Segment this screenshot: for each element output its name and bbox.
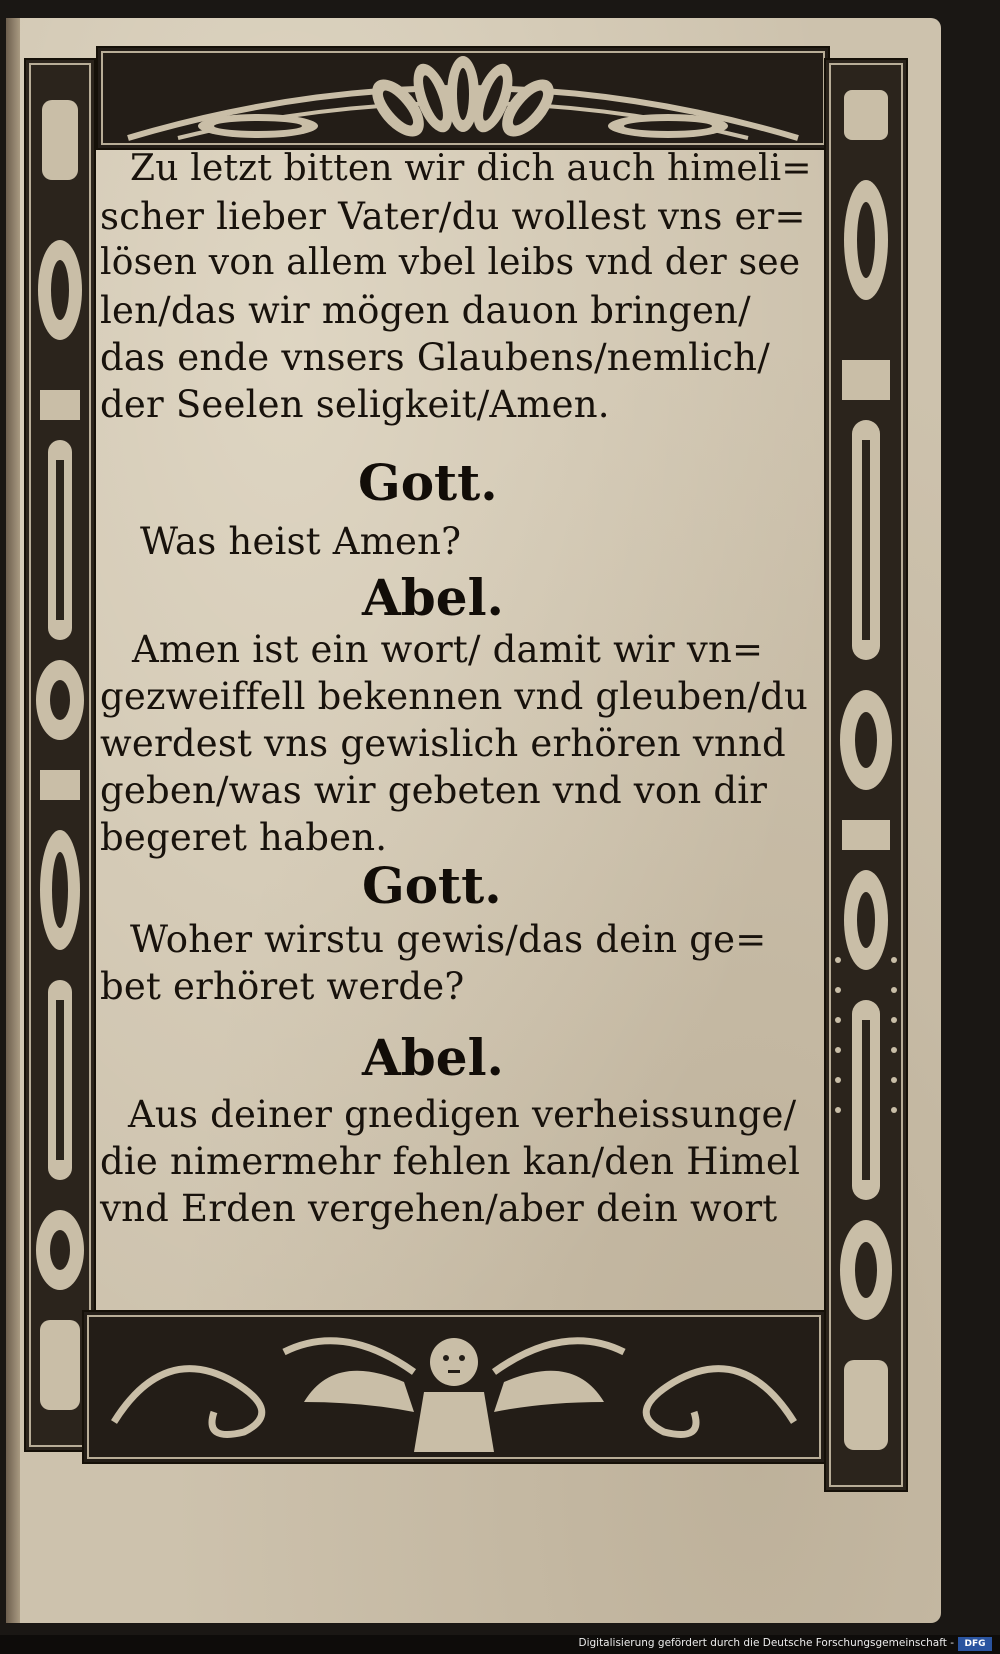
question-line: Was heist Amen? [140,520,462,563]
question-line: bet erhöret werde? [100,965,465,1008]
text-line: Aus deiner gnedigen verheissunge/ [128,1093,797,1136]
speaker-heading: Gott. [358,453,498,512]
woodcut-border-left [24,58,96,1452]
text-line: vnd Erden vergehen/aber dein wort [100,1187,778,1230]
woodcut-border-bottom [82,1310,826,1464]
text-line: geben/was wir gebeten vnd von dir [100,769,768,812]
page-text [100,148,816,1308]
book-page [6,18,941,1623]
text-line: scher lieber Vater/du wollest vns er= [100,195,806,238]
text-line: der Seelen seligkeit/Amen. [100,383,610,426]
text-line: werdest vns gewislich erhören vnnd [100,722,786,765]
page-spine [6,18,20,1623]
text-line: das ende vnsers Glaubens/nemlich/ [100,336,770,379]
column-ornament-icon [26,60,94,1450]
speaker-heading: Abel. [362,568,504,627]
angel-ornament-icon [84,1312,824,1462]
text-line: gezweiffell bekennen vnd gleuben/du [100,675,809,718]
palmette-ornament-icon [98,48,828,148]
woodcut-border-top [96,46,830,150]
text-line: len/das wir mögen dauon bringen/ [100,289,751,332]
text-line: Amen ist ein wort/ damit wir vn= [132,628,764,671]
dfg-logo: DFG [958,1637,992,1651]
text-line: Zu letzt bitten wir dich auch himeli= [130,148,812,189]
funding-credit: Digitalisierung gefördert durch die Deutsche Forschungsgemeinschaft - [578,1637,954,1649]
woodcut-border-right [824,58,908,1492]
column-ornament-icon [826,60,906,1490]
speaker-heading: Gott. [362,856,502,915]
text-line: die nimermehr fehlen kan/den Himel [100,1140,801,1183]
text-line: begeret haben. [100,816,388,859]
text-line: lösen von allem vbel leibs vnd der see [100,242,801,283]
speaker-heading: Abel. [362,1028,504,1087]
question-line: Woher wirstu gewis/das dein ge= [130,918,767,961]
